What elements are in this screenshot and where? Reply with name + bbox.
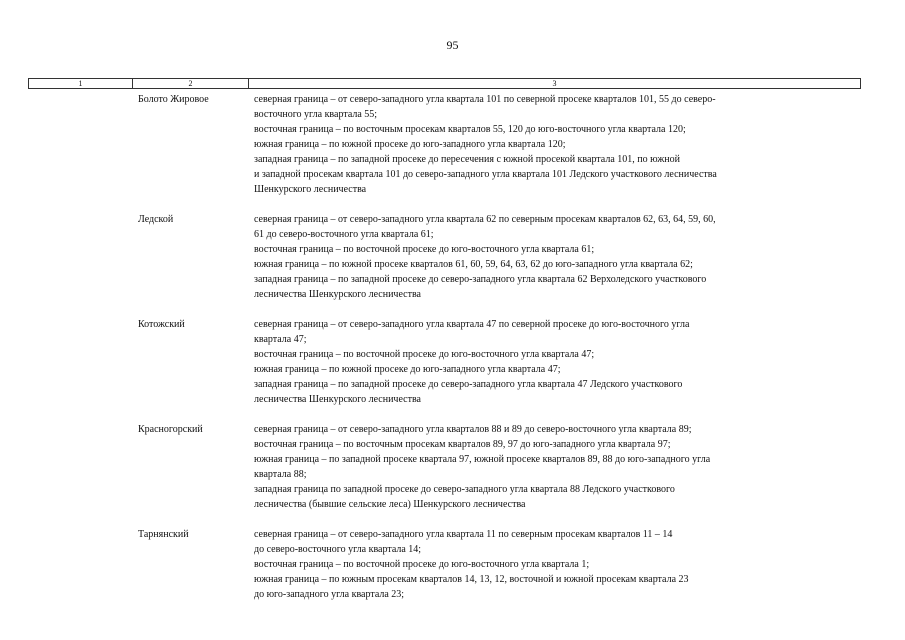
list-item xyxy=(0,317,905,407)
entry-description xyxy=(254,527,859,602)
description-line: лесничества Шенкурского лесничества xyxy=(254,289,421,300)
column-number-2: 2 xyxy=(133,79,249,88)
description-line: восточного угла квартала 55; xyxy=(254,109,378,120)
description-line: северная граница – от северо-западного угла квартала 47 по северной просеке до юго-восточного угла xyxy=(254,319,690,330)
entry-name: Тарнянский xyxy=(138,529,189,540)
description-line: до северо-восточного угла квартала 14; xyxy=(254,544,422,555)
description-line: западная граница – по западной просеке до северо-западного угла квартала 47 Ледского участкового xyxy=(254,379,683,390)
forest-boundaries-list xyxy=(0,92,905,617)
description-line: северная граница – от северо-западного угла квартала 11 по северным просекам кварталов 11 – 14 xyxy=(254,529,673,540)
description-line: восточная граница – по восточной просеке до юго-восточного угла квартала 61; xyxy=(254,244,595,255)
description-line: западная граница – по западной просеке до пересечения с южной просекой квартала 101, по южной xyxy=(254,154,680,165)
entry-description xyxy=(254,422,859,512)
entry-name: Котожский xyxy=(138,319,185,330)
description-line: лесничества Шенкурского лесничества xyxy=(254,394,421,405)
list-item xyxy=(0,422,905,512)
description-line: северная граница – от северо-западного угла кварталов 88 и 89 до северо-восточного угла квартала 89; xyxy=(254,424,692,435)
entry-name: Ледской xyxy=(138,214,174,225)
description-line: северная граница – от северо-западного угла квартала 101 по северной просеке кварталов 101, 55 до северо- xyxy=(254,94,716,105)
column-number-3: 3 xyxy=(552,79,557,88)
description-line: западная граница по западной просеке до северо-западного угла квартала 88 Ледского участкового xyxy=(254,484,675,495)
list-item xyxy=(0,212,905,302)
description-line: южная граница – по южным просекам кварталов 14, 13, 12, восточной и южной просекам квартала 23 xyxy=(254,574,689,585)
description-line: восточная граница – по восточной просеке до юго-восточного угла квартала 1; xyxy=(254,559,590,570)
list-item xyxy=(0,92,905,197)
description-line: южная граница – по южной просеке до юго-западного угла квартала 120; xyxy=(254,139,566,150)
description-line: квартала 88; xyxy=(254,469,307,480)
page-number: 95 xyxy=(446,38,459,52)
description-line: южная граница – по южной просеке кварталов 61, 60, 59, 64, 63, 62 до юго-западного угла квартала 62; xyxy=(254,259,693,270)
entry-description xyxy=(254,212,859,302)
description-line: восточная граница – по восточным просекам кварталов 55, 120 до юго-восточного угла квартала 120; xyxy=(254,124,686,135)
description-line: лесничества (бывшие сельские леса) Шенкурского лесничества xyxy=(254,499,526,510)
table-column-header xyxy=(28,78,861,89)
description-line: восточная граница – по восточным просекам кварталов 89, 97 до юго-западного угла квартала 97; xyxy=(254,439,671,450)
description-line: западная граница – по западной просеке до северо-западного угла квартала 62 Верхоледского участкового xyxy=(254,274,707,285)
description-line: до юго-западного угла квартала 23; xyxy=(254,589,405,600)
description-line: южная граница – по западной просеке квартала 97, южной просеке кварталов 89, 88 до юго-западного угла xyxy=(254,454,711,465)
entry-description xyxy=(254,92,859,197)
description-line: северная граница – от северо-западного угла квартала 62 по северным просекам кварталов 62, 63, 64, 59, 60, xyxy=(254,214,716,225)
description-line: южная граница – по южной просеке до юго-западного угла квартала 47; xyxy=(254,364,561,375)
description-line: квартала 47; xyxy=(254,334,307,345)
column-number-1: 1 xyxy=(29,79,133,88)
description-line: Шенкурского лесничества xyxy=(254,184,367,195)
description-line: восточная граница – по восточной просеке до юго-восточного угла квартала 47; xyxy=(254,349,595,360)
description-line: и западной просекам квартала 101 до северо-западного угла квартала 101 Ледского участкового лесничества xyxy=(254,169,717,180)
entry-name: Болото Жировое xyxy=(138,94,209,105)
entry-name: Красногорский xyxy=(138,424,203,435)
list-item xyxy=(0,527,905,602)
entry-description xyxy=(254,317,859,407)
description-line: 61 до северо-восточного угла квартала 61; xyxy=(254,229,434,240)
